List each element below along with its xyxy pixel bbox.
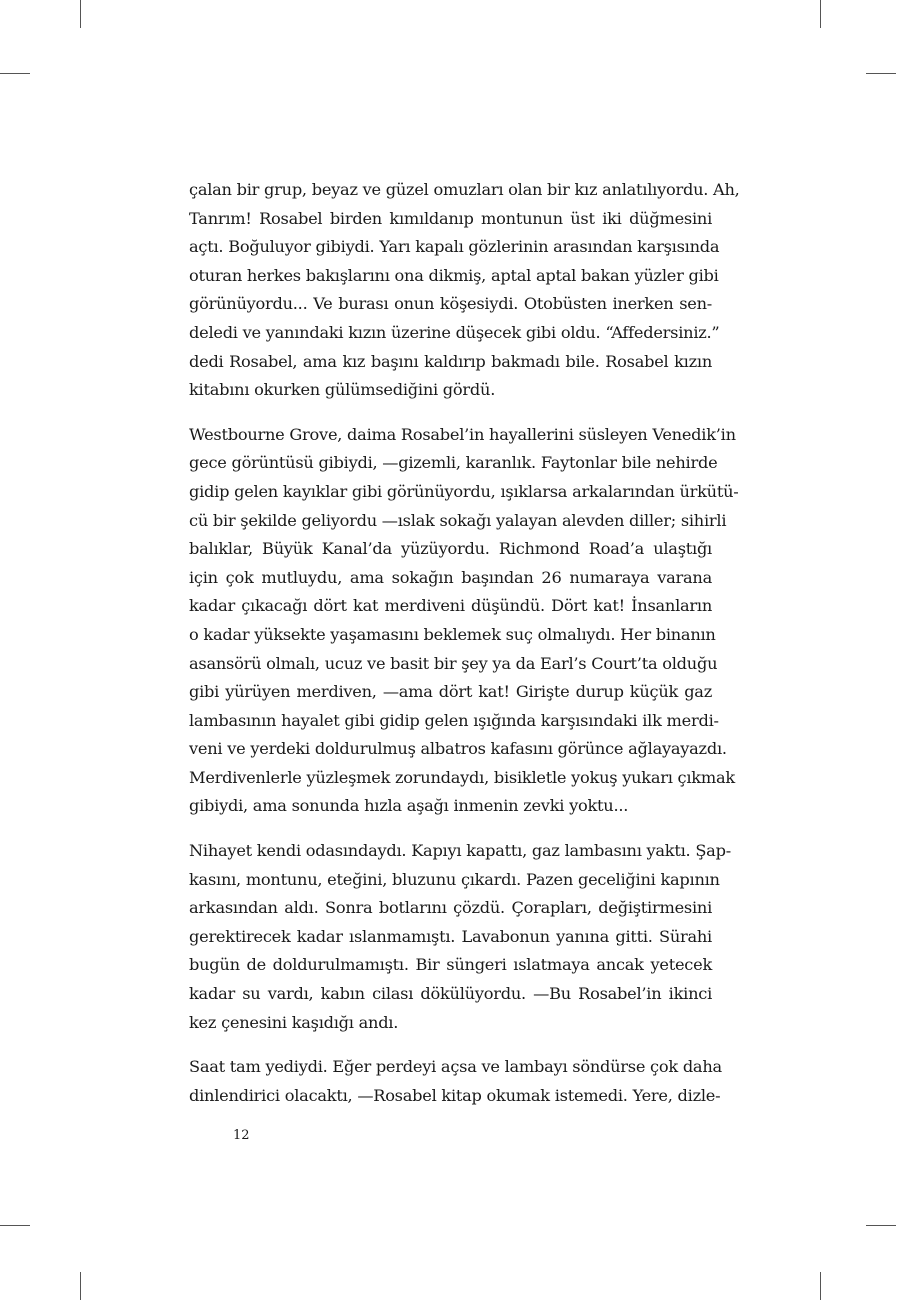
text-line: arkasından aldı. Sonra botlarını çözdü. Çorapları, değiştirmesini [189,898,712,918]
crop-mark-right-upper [866,73,896,74]
body-text [189,176,740,1126]
text-line: açtı. Boğuluyor gibiydi. Yarı kapalı gözlerinin arasından karşısında [189,237,720,257]
text-line: Saat tam yediydi. Eğer perdeyi açsa ve lambayı söndürse çok daha [189,1057,722,1077]
text-line: dedi Rosabel, ama kız başını kaldırıp bakmadı bile. Rosabel kızın [189,351,712,371]
paragraph-4 [189,1053,722,1110]
text-line: Westbourne Grove, daima Rosabel’in hayallerini süsleyen Venedik’in [189,424,736,444]
text-line: kadar çıkacağı dört kat merdiveni düşündü. Dört kat! İnsanların [189,596,712,616]
text-line: için çok mutluydu, ama sokağın başından 26 numaraya varana [189,567,712,587]
text-line: kez çenesini kaşıdığı andı. [189,1012,399,1032]
paragraph-1 [189,176,740,405]
crop-mark-left-lower [0,1225,30,1226]
text-line: gece görüntüsü gibiydi, —gizemli, karanlık. Faytonlar bile nehirde [189,453,718,473]
text-line: gerektirecek kadar ıslanmamıştı. Lavabonun yanına gitti. Sürahi [189,926,712,946]
text-line: kadar su vardı, kabın cilası dökülüyordu. —Bu Rosabel’in ikinci [189,984,712,1004]
text-line: oturan herkes bakışlarını ona dikmiş, aptal aptal bakan yüzler gibi [189,265,719,285]
text-line: asansörü olmalı, ucuz ve basit bir şey ya da Earl’s Court’ta olduğu [189,653,718,673]
text-line: görünüyordu... Ve burası onun köşesiydi. Otobüsten inerken sen- [189,294,712,314]
text-line: gibiydi, ama sonunda hızla aşağı inmenin zevki yoktu... [189,796,629,816]
text-line: Nihayet kendi odasındaydı. Kapıyı kapattı, gaz lambasını yaktı. Şap- [189,841,731,861]
text-line: Merdivenlerle yüzleşmek zorundaydı, bisikletle yokuş yukarı çıkmak [189,767,735,787]
text-line: gidip gelen kayıklar gibi görünüyordu, ışıklarsa arkalarından ürkütü- [189,481,739,501]
text-line: dinlendirici olacaktı, —Rosabel kitap okumak istemedi. Yere, dizle- [189,1085,721,1105]
text-line: deledi ve yanındaki kızın üzerine düşecek gibi oldu. “Affedersiniz.” [189,322,720,342]
crop-mark-right-lower [866,1225,896,1226]
text-line: Tanrım! Rosabel birden kımıldanıp montunun üst iki düğmesini [189,208,712,228]
text-line: balıklar, Büyük Kanal’da yüzüyordu. Richmond Road’a ulaştığı [189,539,712,559]
paragraph-2 [189,421,739,821]
text-line: kasını, montunu, eteğini, bluzunu çıkardı. Pazen geceliğini kapının [189,869,720,889]
crop-mark-top-left [80,0,81,28]
text-line: çalan bir grup, beyaz ve güzel omuzları olan bir kız anlatılıyordu. Ah, [189,180,740,199]
text-line: cü bir şekilde geliyordu —ıslak sokağı yalayan alevden diller; sihirli [189,510,727,530]
paragraph-3 [189,837,731,1037]
crop-mark-bottom-left [80,1272,81,1300]
text-line: bugün de doldurulmamıştı. Bir süngeri ıslatmaya ancak yetecek [189,955,712,975]
crop-mark-top-right [820,0,821,28]
text-line: lambasının hayalet gibi gidip gelen ışığında karşısındaki ilk merdi- [189,710,719,730]
text-line: o kadar yüksekte yaşamasını beklemek suç olmalıydı. Her binanın [189,624,716,644]
text-line: veni ve yerdeki doldurulmuş albatros kafasını görünce ağlayayazdı. [189,739,727,759]
crop-mark-bottom-right [820,1272,821,1300]
text-line: kitabını okurken gülümsediğini gördü. [189,380,496,400]
page-number: 12 [233,1128,250,1143]
text-line: gibi yürüyen merdiven, —ama dört kat! Girişte durup küçük gaz [189,682,712,702]
crop-mark-left-upper [0,73,30,74]
